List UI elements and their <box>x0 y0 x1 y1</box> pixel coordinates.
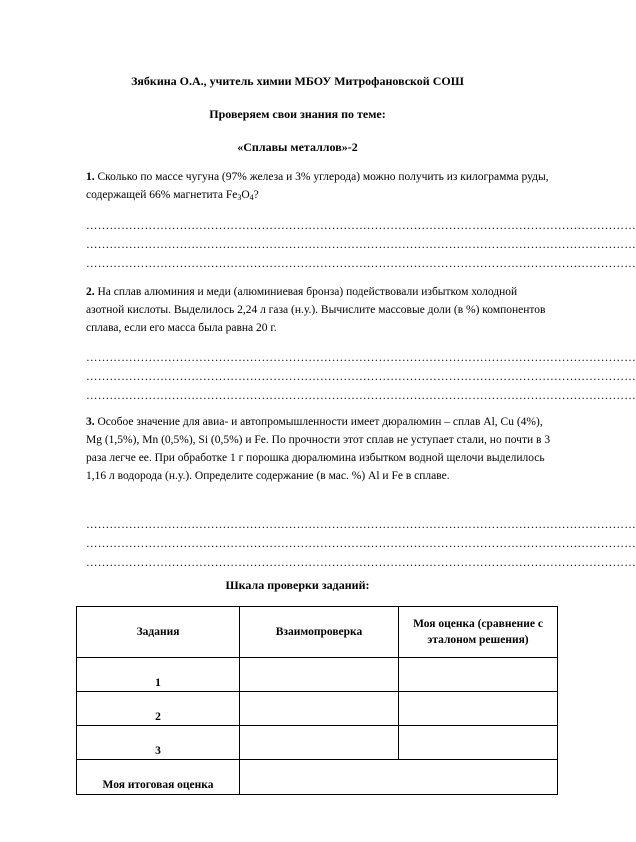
answer-line[interactable]: …………………………………………………………………………………………………………………………… <box>86 239 636 251</box>
table-row <box>77 692 558 726</box>
task-2-text: На сплав алюминия и меди (алюминиевая бронза) подействовали избытком холодной азотной кислоты. Выделилось 2,24 л газа (н.у.). Вычислите массовые доли (в %) компонентов сплава, если его масса была равна 20 г. <box>86 286 546 334</box>
author-line: Зябкина О.А., учитель химии МБОУ Митрофановской СОШ <box>131 74 464 88</box>
task-1-formula-sub2: 4 <box>249 193 254 202</box>
table-row <box>77 726 558 760</box>
topic-intro: Проверяем свои знания по теме: <box>209 107 386 121</box>
task-1-text-end: ? <box>253 189 259 201</box>
task-3 <box>86 413 556 485</box>
my-grade-cell[interactable] <box>399 658 558 692</box>
answer-line[interactable]: …………………………………………………………………………………………………………………………… <box>86 220 636 232</box>
task-3-text: Особое значение для авиа- и автопромышленности имеет дюралюмин – сплав Al, Cu (4%), Mg (1,5%), Mn (0,5%), Si (0,5%) и Fe. По прочности этот сплав не уступает стали, но почти в 3 раза легче ее. При обработке 1 г порошка дюралюмина избытком водной щелочи выделилось 1,16 л водорода (н.у.). Определите содержание (в мас. %) Al и Fe в сплаве. <box>86 416 551 482</box>
task-3-answer-lines[interactable] <box>86 516 636 573</box>
answer-line[interactable]: …………………………………………………………………………………………………………………………… <box>86 557 636 569</box>
task-1-text: Сколько по массе чугуна (97% железа и 3% углерода) можно получить из килограмма руды, содержащей 66% магнетита Fe <box>86 171 549 201</box>
table-row <box>77 658 558 692</box>
task-number-cell: 2 <box>77 692 240 726</box>
task-1 <box>86 168 556 207</box>
final-grade-cell[interactable] <box>240 760 558 795</box>
task-1-number: 1. <box>86 171 95 183</box>
task-1-answer-lines[interactable] <box>86 217 636 274</box>
topic-title: «Сплавы металлов»-2 <box>237 140 358 154</box>
task-number-cell: 3 <box>77 726 240 760</box>
answer-line[interactable]: …………………………………………………………………………………………………………………………… <box>86 371 636 383</box>
task-3-number: 3. <box>86 416 95 428</box>
my-grade-cell[interactable] <box>399 726 558 760</box>
task-2-number: 2. <box>86 286 95 298</box>
final-grade-label: Моя итоговая оценка <box>77 760 240 795</box>
header-my-grade: Моя оценка (сравнение с эталоном решения) <box>399 607 558 658</box>
answer-line[interactable]: …………………………………………………………………………………………………………………………… <box>86 352 636 364</box>
header-peer-check: Взаимопроверка <box>240 607 399 658</box>
answer-line[interactable]: …………………………………………………………………………………………………………………………… <box>86 538 636 550</box>
answer-line[interactable]: …………………………………………………………………………………………………………………………… <box>86 390 636 402</box>
answer-line[interactable]: …………………………………………………………………………………………………………………………… <box>86 258 636 270</box>
my-grade-cell[interactable] <box>399 692 558 726</box>
peer-check-cell[interactable] <box>240 658 399 692</box>
final-grade-row <box>77 760 558 795</box>
check-scale-table <box>76 606 558 795</box>
task-2-answer-lines[interactable] <box>86 349 636 406</box>
peer-check-cell[interactable] <box>240 692 399 726</box>
answer-line[interactable]: …………………………………………………………………………………………………………………………… <box>86 519 636 531</box>
task-1-formula-sub1: 3 <box>237 193 242 202</box>
task-2 <box>86 283 556 337</box>
header-tasks: Задания <box>77 607 240 658</box>
peer-check-cell[interactable] <box>240 726 399 760</box>
task-number-cell: 1 <box>77 658 240 692</box>
scale-title: Шкала проверки заданий: <box>225 578 370 592</box>
task-1-formula-mid: O <box>241 189 250 201</box>
